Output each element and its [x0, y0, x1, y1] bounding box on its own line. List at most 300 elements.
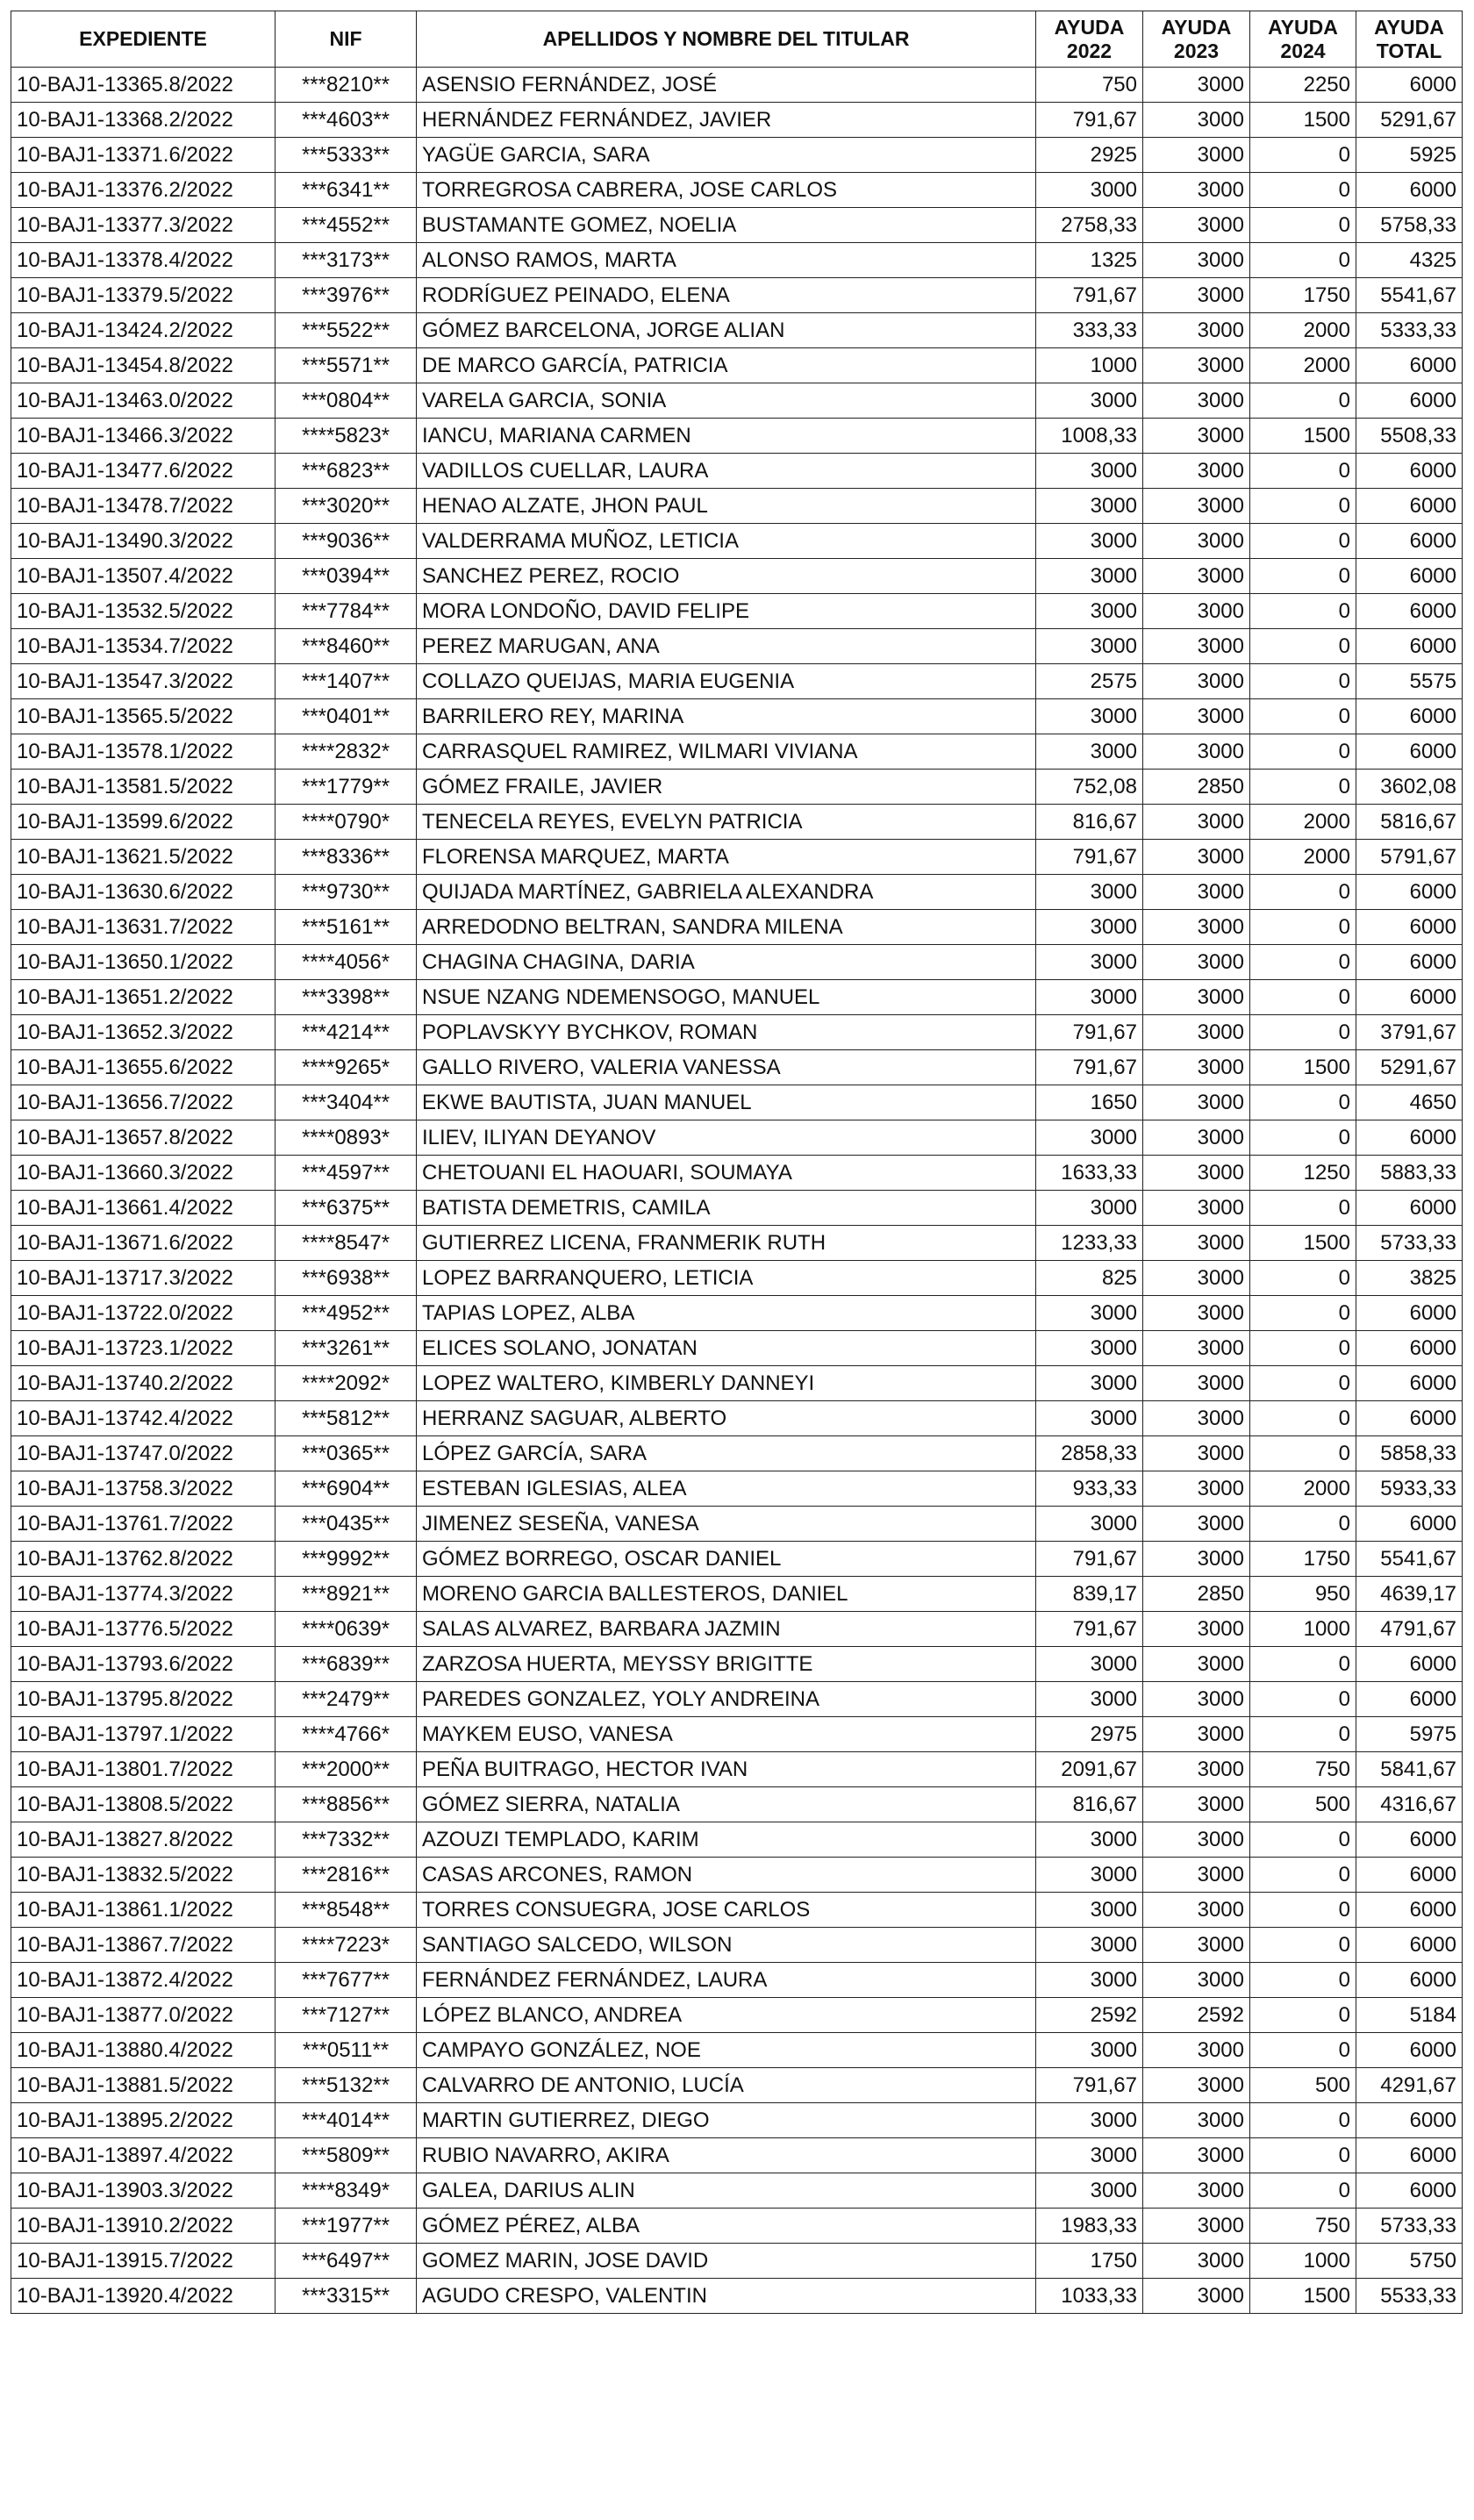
ayuda-2023-cell: 3000 — [1143, 1331, 1250, 1366]
ayuda-2022-cell: 3000 — [1036, 1682, 1143, 1717]
ayuda-total-cell: 6000 — [1356, 1120, 1463, 1156]
table-row — [11, 910, 1463, 945]
titular-cell: CARRASQUEL RAMIREZ, WILMARI VIVIANA — [417, 734, 1036, 770]
table-row — [11, 1612, 1463, 1647]
ayuda-2023-cell: 3000 — [1143, 383, 1250, 419]
ayuda-2022-cell: 3000 — [1036, 1401, 1143, 1436]
ayuda-2024-cell: 0 — [1250, 1858, 1356, 1893]
table-row — [11, 524, 1463, 559]
ayuda-2022-cell: 3000 — [1036, 1120, 1143, 1156]
header-row — [11, 11, 1463, 68]
table-row — [11, 1858, 1463, 1893]
ayuda-2022-cell: 791,67 — [1036, 1050, 1143, 1085]
ayuda-total-cell: 5758,33 — [1356, 208, 1463, 243]
ayuda-total-cell: 6000 — [1356, 2033, 1463, 2068]
ayuda-2023-cell: 3000 — [1143, 103, 1250, 138]
ayuda-2023-cell: 3000 — [1143, 1682, 1250, 1717]
ayuda-total-cell: 6000 — [1356, 348, 1463, 383]
ayuda-2022-cell: 2758,33 — [1036, 208, 1143, 243]
expediente-cell: 10-BAJ1-13463.0/2022 — [11, 383, 275, 419]
ayuda-2024-cell: 1500 — [1250, 419, 1356, 454]
header-titular: APELLIDOS Y NOMBRE DEL TITULAR — [417, 11, 1036, 68]
ayuda-2024-cell: 1500 — [1250, 2279, 1356, 2314]
ayuda-total-cell: 6000 — [1356, 1366, 1463, 1401]
table-row — [11, 1577, 1463, 1612]
nif-cell: ****8349* — [275, 2173, 417, 2209]
ayuda-total-cell: 5184 — [1356, 1998, 1463, 2033]
ayuda-2024-cell: 2000 — [1250, 840, 1356, 875]
ayuda-2022-cell: 2091,67 — [1036, 1752, 1143, 1787]
table-row — [11, 419, 1463, 454]
expediente-cell: 10-BAJ1-13565.5/2022 — [11, 699, 275, 734]
ayuda-2023-cell: 3000 — [1143, 594, 1250, 629]
table-row — [11, 1015, 1463, 1050]
expediente-cell: 10-BAJ1-13910.2/2022 — [11, 2209, 275, 2244]
ayuda-2022-cell: 3000 — [1036, 524, 1143, 559]
ayuda-2022-cell: 3000 — [1036, 2138, 1143, 2173]
nif-cell: ***5809** — [275, 2138, 417, 2173]
ayuda-2022-cell: 2592 — [1036, 1998, 1143, 2033]
nif-cell: ***5161** — [275, 910, 417, 945]
ayuda-total-cell: 6000 — [1356, 1963, 1463, 1998]
ayuda-2023-cell: 3000 — [1143, 910, 1250, 945]
nif-cell: ***4214** — [275, 1015, 417, 1050]
nif-cell: ***1779** — [275, 770, 417, 805]
table-row — [11, 2244, 1463, 2279]
nif-cell: ***1407** — [275, 664, 417, 699]
ayuda-2022-cell: 839,17 — [1036, 1577, 1143, 1612]
ayuda-total-cell: 6000 — [1356, 383, 1463, 419]
ayuda-total-cell: 6000 — [1356, 1928, 1463, 1963]
ayuda-2024-cell: 1500 — [1250, 1226, 1356, 1261]
expediente-cell: 10-BAJ1-13581.5/2022 — [11, 770, 275, 805]
table-row — [11, 875, 1463, 910]
ayuda-total-cell: 5841,67 — [1356, 1752, 1463, 1787]
nif-cell: ***0394** — [275, 559, 417, 594]
ayuda-total-cell: 6000 — [1356, 629, 1463, 664]
titular-cell: GOMEZ MARIN, JOSE DAVID — [417, 2244, 1036, 2279]
beneficiaries-table — [11, 11, 1463, 2314]
ayuda-total-cell: 5733,33 — [1356, 1226, 1463, 1261]
ayuda-total-cell: 6000 — [1356, 1191, 1463, 1226]
table-row — [11, 805, 1463, 840]
table-row — [11, 945, 1463, 980]
nif-cell: ***7677** — [275, 1963, 417, 1998]
ayuda-2022-cell: 791,67 — [1036, 278, 1143, 313]
expediente-cell: 10-BAJ1-13477.6/2022 — [11, 454, 275, 489]
ayuda-2023-cell: 3000 — [1143, 2033, 1250, 2068]
expediente-cell: 10-BAJ1-13895.2/2022 — [11, 2103, 275, 2138]
ayuda-2022-cell: 1633,33 — [1036, 1156, 1143, 1191]
titular-cell: CHAGINA CHAGINA, DARIA — [417, 945, 1036, 980]
ayuda-2023-cell: 3000 — [1143, 1015, 1250, 1050]
table-row — [11, 2138, 1463, 2173]
expediente-cell: 10-BAJ1-13534.7/2022 — [11, 629, 275, 664]
titular-cell: MARTIN GUTIERREZ, DIEGO — [417, 2103, 1036, 2138]
expediente-cell: 10-BAJ1-13379.5/2022 — [11, 278, 275, 313]
ayuda-2022-cell: 1000 — [1036, 348, 1143, 383]
table-row — [11, 1963, 1463, 1998]
ayuda-2024-cell: 2000 — [1250, 313, 1356, 348]
table-row — [11, 734, 1463, 770]
titular-cell: GÓMEZ BORREGO, OSCAR DANIEL — [417, 1542, 1036, 1577]
nif-cell: ***6497** — [275, 2244, 417, 2279]
ayuda-total-cell: 6000 — [1356, 1401, 1463, 1436]
nif-cell: ****7223* — [275, 1928, 417, 1963]
titular-cell: PEÑA BUITRAGO, HECTOR IVAN — [417, 1752, 1036, 1787]
nif-cell: ****8547* — [275, 1226, 417, 1261]
expediente-cell: 10-BAJ1-13578.1/2022 — [11, 734, 275, 770]
expediente-cell: 10-BAJ1-13867.7/2022 — [11, 1928, 275, 1963]
ayuda-total-cell: 6000 — [1356, 2103, 1463, 2138]
ayuda-2024-cell: 0 — [1250, 1261, 1356, 1296]
ayuda-2023-cell: 3000 — [1143, 68, 1250, 103]
header-ayuda-2024: AYUDA 2024 — [1250, 11, 1356, 68]
ayuda-2024-cell: 0 — [1250, 770, 1356, 805]
ayuda-2023-cell: 3000 — [1143, 278, 1250, 313]
expediente-cell: 10-BAJ1-13655.6/2022 — [11, 1050, 275, 1085]
ayuda-2024-cell: 1750 — [1250, 278, 1356, 313]
ayuda-2024-cell: 0 — [1250, 1401, 1356, 1436]
expediente-cell: 10-BAJ1-13532.5/2022 — [11, 594, 275, 629]
ayuda-2024-cell: 0 — [1250, 173, 1356, 208]
ayuda-total-cell: 3825 — [1356, 1261, 1463, 1296]
titular-cell: EKWE BAUTISTA, JUAN MANUEL — [417, 1085, 1036, 1120]
table-row — [11, 348, 1463, 383]
ayuda-2023-cell: 3000 — [1143, 559, 1250, 594]
titular-cell: POPLAVSKYY BYCHKOV, ROMAN — [417, 1015, 1036, 1050]
table-row — [11, 2033, 1463, 2068]
ayuda-2024-cell: 0 — [1250, 1191, 1356, 1226]
ayuda-total-cell: 4650 — [1356, 1085, 1463, 1120]
expediente-cell: 10-BAJ1-13490.3/2022 — [11, 524, 275, 559]
ayuda-2024-cell: 0 — [1250, 629, 1356, 664]
ayuda-2024-cell: 0 — [1250, 699, 1356, 734]
table-row — [11, 1120, 1463, 1156]
titular-cell: GÓMEZ BARCELONA, JORGE ALIAN — [417, 313, 1036, 348]
nif-cell: ***4014** — [275, 2103, 417, 2138]
ayuda-2023-cell: 3000 — [1143, 1436, 1250, 1471]
titular-cell: RODRÍGUEZ PEINADO, ELENA — [417, 278, 1036, 313]
ayuda-2022-cell: 3000 — [1036, 980, 1143, 1015]
titular-cell: FERNÁNDEZ FERNÁNDEZ, LAURA — [417, 1963, 1036, 1998]
ayuda-total-cell: 3791,67 — [1356, 1015, 1463, 1050]
nif-cell: ****2832* — [275, 734, 417, 770]
table-row — [11, 1752, 1463, 1787]
ayuda-2023-cell: 3000 — [1143, 1296, 1250, 1331]
titular-cell: SANCHEZ PEREZ, ROCIO — [417, 559, 1036, 594]
ayuda-2024-cell: 0 — [1250, 1998, 1356, 2033]
titular-cell: TORRES CONSUEGRA, JOSE CARLOS — [417, 1893, 1036, 1928]
table-row — [11, 1717, 1463, 1752]
expediente-cell: 10-BAJ1-13631.7/2022 — [11, 910, 275, 945]
ayuda-total-cell: 6000 — [1356, 1822, 1463, 1858]
ayuda-2023-cell: 3000 — [1143, 1612, 1250, 1647]
header-expediente: EXPEDIENTE — [11, 11, 275, 68]
ayuda-2024-cell: 0 — [1250, 2173, 1356, 2209]
titular-cell: DE MARCO GARCÍA, PATRICIA — [417, 348, 1036, 383]
titular-cell: BUSTAMANTE GOMEZ, NOELIA — [417, 208, 1036, 243]
ayuda-2022-cell: 3000 — [1036, 1331, 1143, 1366]
ayuda-2023-cell: 3000 — [1143, 208, 1250, 243]
titular-cell: ALONSO RAMOS, MARTA — [417, 243, 1036, 278]
titular-cell: FLORENSA MARQUEZ, MARTA — [417, 840, 1036, 875]
table-row — [11, 840, 1463, 875]
ayuda-2022-cell: 3000 — [1036, 1858, 1143, 1893]
ayuda-total-cell: 6000 — [1356, 524, 1463, 559]
ayuda-2024-cell: 0 — [1250, 1331, 1356, 1366]
expediente-cell: 10-BAJ1-13861.1/2022 — [11, 1893, 275, 1928]
expediente-cell: 10-BAJ1-13717.3/2022 — [11, 1261, 275, 1296]
ayuda-2022-cell: 3000 — [1036, 489, 1143, 524]
titular-cell: BARRILERO REY, MARINA — [417, 699, 1036, 734]
expediente-cell: 10-BAJ1-13774.3/2022 — [11, 1577, 275, 1612]
titular-cell: ARREDODNO BELTRAN, SANDRA MILENA — [417, 910, 1036, 945]
ayuda-2024-cell: 0 — [1250, 875, 1356, 910]
ayuda-2024-cell: 950 — [1250, 1577, 1356, 1612]
expediente-cell: 10-BAJ1-13722.0/2022 — [11, 1296, 275, 1331]
header-nif: NIF — [275, 11, 417, 68]
nif-cell: ***9992** — [275, 1542, 417, 1577]
ayuda-2023-cell: 3000 — [1143, 348, 1250, 383]
expediente-cell: 10-BAJ1-13651.2/2022 — [11, 980, 275, 1015]
ayuda-2022-cell: 933,33 — [1036, 1471, 1143, 1507]
ayuda-2024-cell: 0 — [1250, 1366, 1356, 1401]
ayuda-2024-cell: 0 — [1250, 980, 1356, 1015]
ayuda-total-cell: 6000 — [1356, 489, 1463, 524]
ayuda-total-cell: 6000 — [1356, 1858, 1463, 1893]
table-row — [11, 1261, 1463, 1296]
ayuda-2024-cell: 0 — [1250, 1717, 1356, 1752]
ayuda-total-cell: 6000 — [1356, 1682, 1463, 1717]
ayuda-2024-cell: 1250 — [1250, 1156, 1356, 1191]
ayuda-2023-cell: 3000 — [1143, 2068, 1250, 2103]
ayuda-2023-cell: 3000 — [1143, 1928, 1250, 1963]
expediente-cell: 10-BAJ1-13880.4/2022 — [11, 2033, 275, 2068]
titular-cell: TORREGROSA CABRERA, JOSE CARLOS — [417, 173, 1036, 208]
ayuda-total-cell: 5816,67 — [1356, 805, 1463, 840]
table-row — [11, 2068, 1463, 2103]
ayuda-2023-cell: 3000 — [1143, 840, 1250, 875]
ayuda-2022-cell: 3000 — [1036, 945, 1143, 980]
ayuda-2023-cell: 3000 — [1143, 699, 1250, 734]
table-row — [11, 1296, 1463, 1331]
ayuda-2024-cell: 0 — [1250, 1296, 1356, 1331]
nif-cell: ****4056* — [275, 945, 417, 980]
ayuda-2024-cell: 0 — [1250, 1085, 1356, 1120]
nif-cell: ****0893* — [275, 1120, 417, 1156]
nif-cell: ***7127** — [275, 1998, 417, 2033]
expediente-cell: 10-BAJ1-13466.3/2022 — [11, 419, 275, 454]
ayuda-2024-cell: 2250 — [1250, 68, 1356, 103]
expediente-cell: 10-BAJ1-13920.4/2022 — [11, 2279, 275, 2314]
nif-cell: ***6341** — [275, 173, 417, 208]
ayuda-2023-cell: 3000 — [1143, 1156, 1250, 1191]
nif-cell: ***4597** — [275, 1156, 417, 1191]
nif-cell: ***3976** — [275, 278, 417, 313]
expediente-cell: 10-BAJ1-13776.5/2022 — [11, 1612, 275, 1647]
ayuda-2024-cell: 1000 — [1250, 1612, 1356, 1647]
titular-cell: AGUDO CRESPO, VALENTIN — [417, 2279, 1036, 2314]
ayuda-2023-cell: 3000 — [1143, 1787, 1250, 1822]
table-row — [11, 383, 1463, 419]
ayuda-2022-cell: 3000 — [1036, 1191, 1143, 1226]
ayuda-2023-cell: 3000 — [1143, 945, 1250, 980]
table-row — [11, 1542, 1463, 1577]
ayuda-2024-cell: 0 — [1250, 1893, 1356, 1928]
ayuda-2022-cell: 3000 — [1036, 2103, 1143, 2138]
ayuda-2022-cell: 816,67 — [1036, 805, 1143, 840]
table-row — [11, 1156, 1463, 1191]
nif-cell: ***3315** — [275, 2279, 417, 2314]
table-row — [11, 2279, 1463, 2314]
titular-cell: LÓPEZ GARCÍA, SARA — [417, 1436, 1036, 1471]
expediente-cell: 10-BAJ1-13621.5/2022 — [11, 840, 275, 875]
nif-cell: ****9265* — [275, 1050, 417, 1085]
ayuda-2024-cell: 1000 — [1250, 2244, 1356, 2279]
ayuda-total-cell: 3602,08 — [1356, 770, 1463, 805]
ayuda-2024-cell: 500 — [1250, 1787, 1356, 1822]
titular-cell: AZOUZI TEMPLADO, KARIM — [417, 1822, 1036, 1858]
ayuda-2022-cell: 1008,33 — [1036, 419, 1143, 454]
nif-cell: ***3398** — [275, 980, 417, 1015]
ayuda-2024-cell: 0 — [1250, 1015, 1356, 1050]
table-row — [11, 278, 1463, 313]
ayuda-2023-cell: 3000 — [1143, 489, 1250, 524]
ayuda-2022-cell: 2575 — [1036, 664, 1143, 699]
table-row — [11, 103, 1463, 138]
titular-cell: CALVARRO DE ANTONIO, LUCÍA — [417, 2068, 1036, 2103]
nif-cell: ***6375** — [275, 1191, 417, 1226]
ayuda-2022-cell: 791,67 — [1036, 1015, 1143, 1050]
ayuda-2022-cell: 816,67 — [1036, 1787, 1143, 1822]
nif-cell: ***9036** — [275, 524, 417, 559]
table-row — [11, 1928, 1463, 1963]
ayuda-2022-cell: 3000 — [1036, 629, 1143, 664]
table-row — [11, 68, 1463, 103]
nif-cell: ***3404** — [275, 1085, 417, 1120]
ayuda-total-cell: 5975 — [1356, 1717, 1463, 1752]
ayuda-total-cell: 6000 — [1356, 1647, 1463, 1682]
expediente-cell: 10-BAJ1-13801.7/2022 — [11, 1752, 275, 1787]
header-ayuda-total: AYUDA TOTAL — [1356, 11, 1463, 68]
ayuda-2024-cell: 1500 — [1250, 103, 1356, 138]
nif-cell: ***5333** — [275, 138, 417, 173]
nif-cell: ***6904** — [275, 1471, 417, 1507]
ayuda-2022-cell: 1650 — [1036, 1085, 1143, 1120]
ayuda-2024-cell: 0 — [1250, 243, 1356, 278]
ayuda-2022-cell: 791,67 — [1036, 2068, 1143, 2103]
ayuda-2022-cell: 3000 — [1036, 1296, 1143, 1331]
nif-cell: ***2816** — [275, 1858, 417, 1893]
ayuda-2022-cell: 825 — [1036, 1261, 1143, 1296]
expediente-cell: 10-BAJ1-13660.3/2022 — [11, 1156, 275, 1191]
table-row — [11, 1401, 1463, 1436]
nif-cell: ***5812** — [275, 1401, 417, 1436]
ayuda-2023-cell: 3000 — [1143, 1050, 1250, 1085]
ayuda-2024-cell: 0 — [1250, 945, 1356, 980]
ayuda-2024-cell: 500 — [1250, 2068, 1356, 2103]
ayuda-2022-cell: 3000 — [1036, 1366, 1143, 1401]
ayuda-total-cell: 5575 — [1356, 664, 1463, 699]
titular-cell: PEREZ MARUGAN, ANA — [417, 629, 1036, 664]
titular-cell: LOPEZ BARRANQUERO, LETICIA — [417, 1261, 1036, 1296]
ayuda-2023-cell: 3000 — [1143, 419, 1250, 454]
ayuda-2023-cell: 3000 — [1143, 173, 1250, 208]
ayuda-2023-cell: 3000 — [1143, 1471, 1250, 1507]
nif-cell: ***8856** — [275, 1787, 417, 1822]
ayuda-2024-cell: 0 — [1250, 383, 1356, 419]
expediente-cell: 10-BAJ1-13478.7/2022 — [11, 489, 275, 524]
nif-cell: ***6823** — [275, 454, 417, 489]
ayuda-2023-cell: 3000 — [1143, 1647, 1250, 1682]
ayuda-2024-cell: 2000 — [1250, 1471, 1356, 1507]
table-row — [11, 1331, 1463, 1366]
titular-cell: QUIJADA MARTÍNEZ, GABRIELA ALEXANDRA — [417, 875, 1036, 910]
ayuda-2023-cell: 3000 — [1143, 2279, 1250, 2314]
ayuda-2022-cell: 3000 — [1036, 1507, 1143, 1542]
titular-cell: ZARZOSA HUERTA, MEYSSY BRIGITTE — [417, 1647, 1036, 1682]
titular-cell: CAMPAYO GONZÁLEZ, NOE — [417, 2033, 1036, 2068]
ayuda-2022-cell: 3000 — [1036, 2173, 1143, 2209]
titular-cell: GALLO RIVERO, VALERIA VANESSA — [417, 1050, 1036, 1085]
nif-cell: ***0435** — [275, 1507, 417, 1542]
ayuda-2024-cell: 1500 — [1250, 1050, 1356, 1085]
titular-cell: ASENSIO FERNÁNDEZ, JOSÉ — [417, 68, 1036, 103]
expediente-cell: 10-BAJ1-13652.3/2022 — [11, 1015, 275, 1050]
ayuda-2024-cell: 0 — [1250, 2103, 1356, 2138]
expediente-cell: 10-BAJ1-13872.4/2022 — [11, 1963, 275, 1998]
table-row — [11, 243, 1463, 278]
ayuda-total-cell: 4791,67 — [1356, 1612, 1463, 1647]
nif-cell: ***9730** — [275, 875, 417, 910]
titular-cell: ILIEV, ILIYAN DEYANOV — [417, 1120, 1036, 1156]
titular-cell: CHETOUANI EL HAOUARI, SOUMAYA — [417, 1156, 1036, 1191]
titular-cell: MORA LONDOÑO, DAVID FELIPE — [417, 594, 1036, 629]
nif-cell: ***1977** — [275, 2209, 417, 2244]
table-row — [11, 2209, 1463, 2244]
ayuda-2023-cell: 3000 — [1143, 980, 1250, 1015]
ayuda-2022-cell: 791,67 — [1036, 1612, 1143, 1647]
nif-cell: ***8336** — [275, 840, 417, 875]
nif-cell: ***5132** — [275, 2068, 417, 2103]
nif-cell: ***5522** — [275, 313, 417, 348]
ayuda-total-cell: 6000 — [1356, 173, 1463, 208]
nif-cell: ****4766* — [275, 1717, 417, 1752]
table-row — [11, 1085, 1463, 1120]
ayuda-2023-cell: 3000 — [1143, 2103, 1250, 2138]
table-row — [11, 1507, 1463, 1542]
table-row — [11, 1647, 1463, 1682]
ayuda-2023-cell: 2850 — [1143, 1577, 1250, 1612]
titular-cell: LOPEZ WALTERO, KIMBERLY DANNEYI — [417, 1366, 1036, 1401]
expediente-cell: 10-BAJ1-13808.5/2022 — [11, 1787, 275, 1822]
ayuda-2022-cell: 791,67 — [1036, 840, 1143, 875]
ayuda-2022-cell: 333,33 — [1036, 313, 1143, 348]
titular-cell: TENECELA REYES, EVELYN PATRICIA — [417, 805, 1036, 840]
titular-cell: LÓPEZ BLANCO, ANDREA — [417, 1998, 1036, 2033]
titular-cell: MAYKEM EUSO, VANESA — [417, 1717, 1036, 1752]
ayuda-total-cell: 5508,33 — [1356, 419, 1463, 454]
ayuda-2023-cell: 3000 — [1143, 524, 1250, 559]
ayuda-2024-cell: 2000 — [1250, 348, 1356, 383]
ayuda-total-cell: 5291,67 — [1356, 103, 1463, 138]
nif-cell: ***0401** — [275, 699, 417, 734]
expediente-cell: 10-BAJ1-13795.8/2022 — [11, 1682, 275, 1717]
expediente-cell: 10-BAJ1-13761.7/2022 — [11, 1507, 275, 1542]
expediente-cell: 10-BAJ1-13877.0/2022 — [11, 1998, 275, 2033]
ayuda-total-cell: 6000 — [1356, 454, 1463, 489]
